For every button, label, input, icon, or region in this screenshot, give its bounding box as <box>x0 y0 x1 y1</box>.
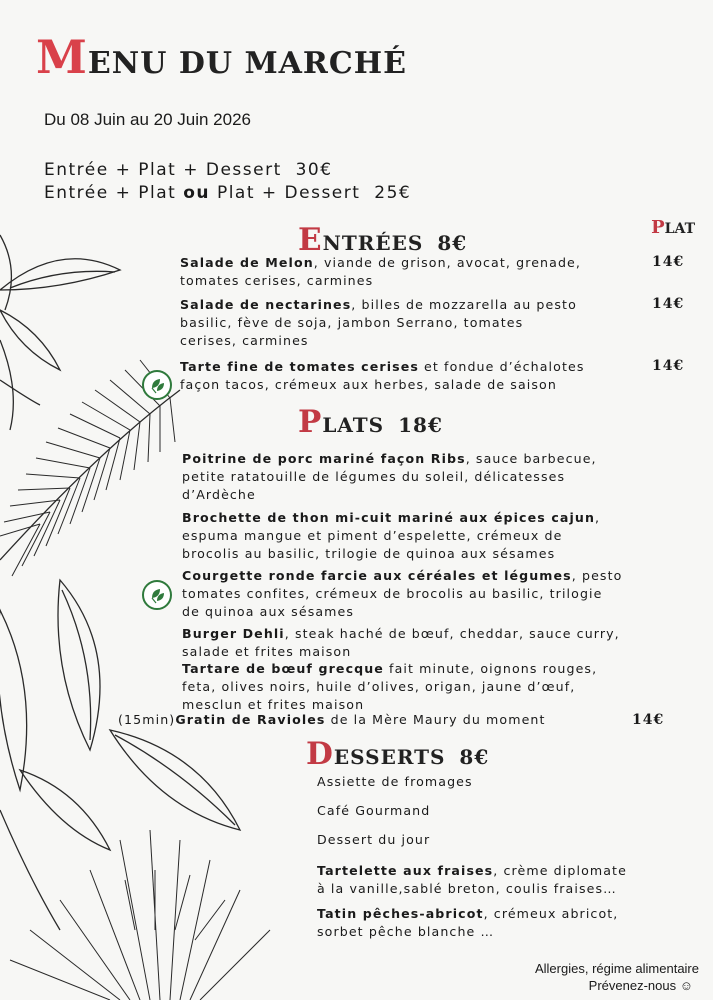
dessert-item: Tartelette aux fraises, crème diplomate à la vanille,sablé breton, coulis fraises… <box>317 863 627 896</box>
dessert-item: Dessert du jour <box>317 832 431 847</box>
item-price: 14€ <box>652 358 685 374</box>
menu-item: Salade de Melon, viande de grison, avocat, grenade, tomates cerises, carmines <box>180 255 582 288</box>
vegan-icon <box>142 370 172 400</box>
dessert-item: Assiette de fromages <box>317 774 473 789</box>
vegan-icon <box>142 580 172 610</box>
item-price: 14€ <box>652 296 685 312</box>
formula-price: 25€ <box>374 183 412 203</box>
dessert-item: Café Gourmand <box>317 803 431 818</box>
section-desserts-heading: DESSERTS 8€ <box>306 736 490 772</box>
item-price: 14€ <box>652 254 685 270</box>
dessert-item: Tatin pêches-abricot, crémeux abricot, sorbet pêche blanche … <box>317 906 619 939</box>
title-initial: M <box>36 30 88 84</box>
menu-item-special: (15min)Gratin de Ravioles de la Mère Maury du moment <box>118 712 546 727</box>
section-plats-heading: PLATS 18€ <box>298 404 443 440</box>
allergy-notice: Allergies, régime alimentaire <box>534 961 699 976</box>
prep-time: (15min) <box>118 712 176 727</box>
menu-item: Tartare de bœuf grecque fait minute, oignons rouges, feta, olives noirs, huile d’olives, origan, jaune d’œuf, mesclun et frites maison <box>182 661 598 712</box>
formula-line: Entrée + Plat ou Plat + Dessert 25€ <box>44 183 412 203</box>
formula-price: 30€ <box>295 160 333 180</box>
menu-item: Salade de nectarines, billes de mozzarella au pesto basilic, fève de soja, jambon Serrano, tomates cerises, carmines <box>180 297 577 348</box>
allergy-notice-line2: Prévenez-nous ☺ <box>588 978 693 993</box>
menu-item: Brochette de thon mi-cuit mariné aux épices cajun, espuma mangue et piment d’espelette, crémeux de brocolis au basilic, trilogie de quinoa aux sésames <box>182 510 601 561</box>
formula-line: Entrée + Plat + Dessert 30€ <box>44 160 333 180</box>
plat-column-label: PLAT <box>651 217 695 238</box>
menu-item: Burger Dehli, steak haché de bœuf, cheddar, sauce curry, salade et frites maison <box>182 626 620 659</box>
menu-title <box>36 30 407 84</box>
date-range: Du 08 Juin au 20 Juin 2026 <box>44 110 251 129</box>
menu-item: Tarte fine de tomates cerises et fondue d’échalotes façon tacos, crémeux aux herbes, salade de saison <box>180 359 585 392</box>
section-entrees-heading: ENTRÉES 8€ <box>298 222 468 258</box>
menu-item: Poitrine de porc mariné façon Ribs, sauce barbecue, petite ratatouille de légumes du soleil, délicatesses d’Ardèche <box>182 451 597 502</box>
title-rest: ENU DU MARCHÉ <box>87 46 407 81</box>
menu-item: Courgette ronde farcie aux céréales et légumes, pesto tomates confites, crémeux de brocolis au basilic, trilogie de quinoa aux sésames <box>182 568 623 619</box>
item-price: 14€ <box>632 712 665 728</box>
